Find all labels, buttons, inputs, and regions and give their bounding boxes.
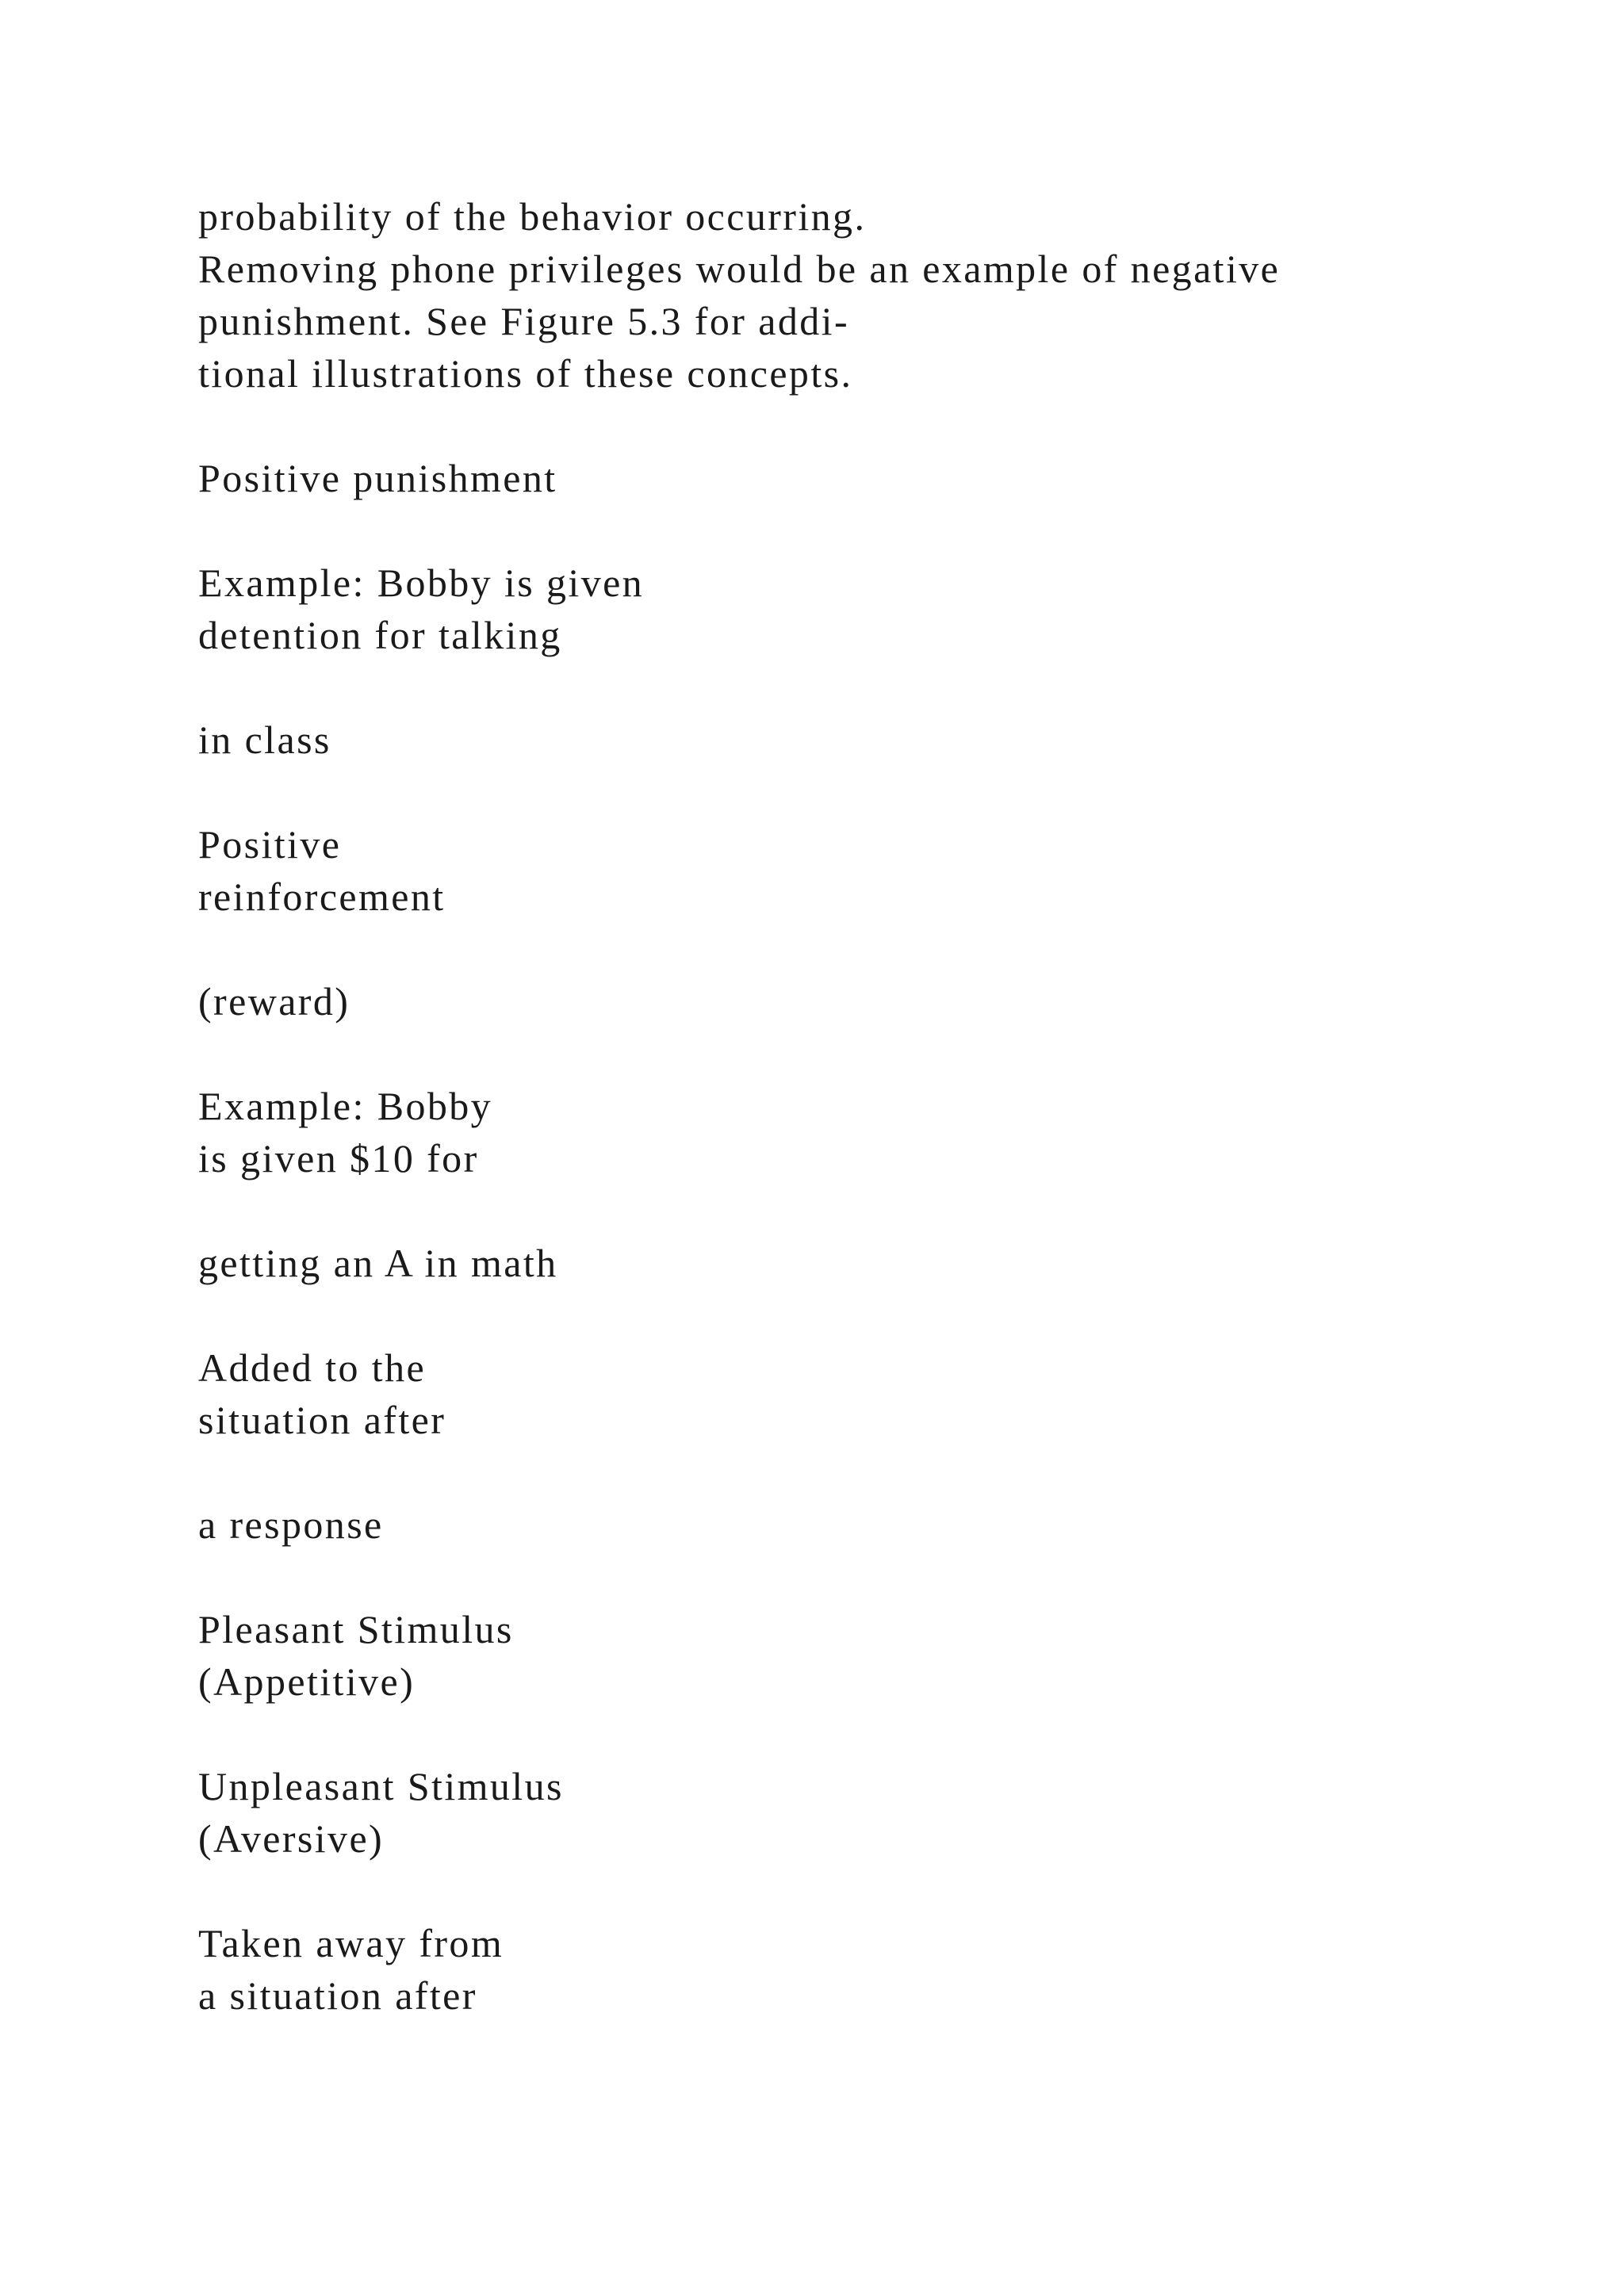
blank-line — [198, 400, 1546, 452]
blank-line — [198, 1184, 1546, 1237]
text-line: reinforcement — [198, 874, 446, 919]
blank-line — [198, 1446, 1546, 1498]
text-line: punishment. See Figure 5.3 for addi- — [198, 299, 849, 343]
text-line: Example: Bobby is given — [198, 561, 645, 605]
text-line: probability of the behavior occurring. — [198, 194, 867, 239]
text-line: getting an A in math — [198, 1241, 558, 1285]
text-line: in class — [198, 718, 331, 762]
blank-line — [198, 504, 1546, 557]
text-line: (Appetitive) — [198, 1659, 416, 1704]
text-line: Taken away from — [198, 1921, 504, 1965]
text-line: Positive punishment — [198, 456, 557, 500]
text-line: detention for talking — [198, 613, 562, 657]
blank-line — [198, 1289, 1546, 1341]
text-line: is given $10 for — [198, 1136, 479, 1181]
blank-line — [198, 923, 1546, 975]
text-line: Example: Bobby — [198, 1084, 493, 1128]
text-line: Pleasant Stimulus — [198, 1607, 514, 1651]
text-line: (reward) — [198, 979, 350, 1024]
text-line: situation after — [198, 1398, 446, 1442]
blank-line — [198, 1708, 1546, 1760]
text-line: Unpleasant Stimulus — [198, 1764, 564, 1808]
text-line: Added to the — [198, 1345, 427, 1390]
text-line: tional illustrations of these concepts. — [198, 351, 853, 396]
blank-line — [198, 1865, 1546, 1917]
document-text-body — [198, 190, 1546, 2022]
text-line: Positive — [198, 822, 342, 867]
blank-line — [198, 766, 1546, 818]
blank-line — [198, 1027, 1546, 1080]
text-line: (Aversive) — [198, 1816, 385, 1861]
text-line: a response — [198, 1502, 384, 1547]
text-line: Removing phone privileges would be an example of negative — [198, 247, 1281, 291]
blank-line — [198, 1551, 1546, 1603]
blank-line — [198, 661, 1546, 714]
text-line: a situation after — [198, 1973, 477, 2018]
